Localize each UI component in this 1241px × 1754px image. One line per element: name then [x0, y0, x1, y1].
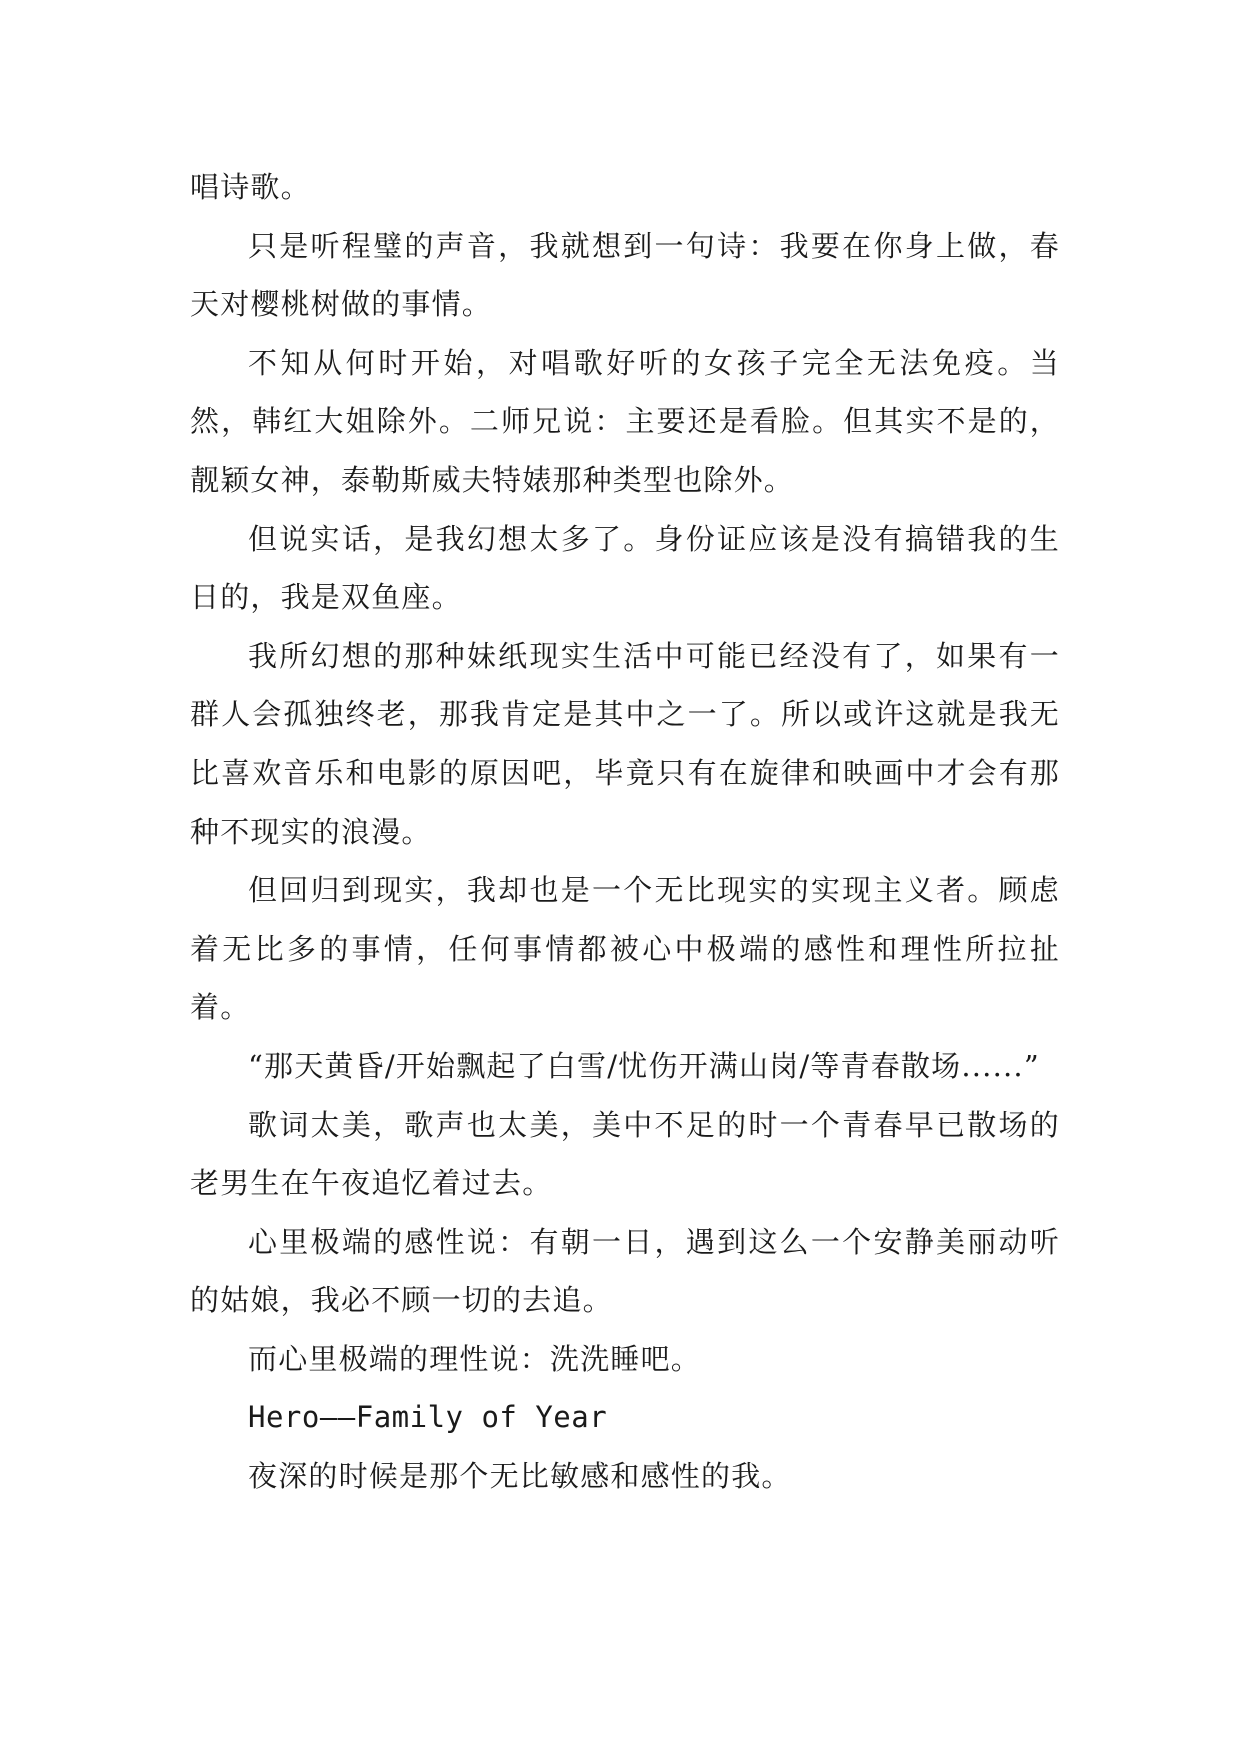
paragraph-12: 夜深的时候是那个无比敏感和感性的我。 [248, 1459, 792, 1494]
paragraph-6: 但回归到现实，我却也是一个无比现实的实现主义者。顾虑着无比多的事情，任何事情都被心中极端的感性和理性所拉扯着。 [190, 873, 1060, 1025]
paragraph-1: 唱诗歌。 [190, 170, 311, 204]
paragraph-4: 但说实话，是我幻想太多了。身份证应该是没有搞错我的生日的，我是双鱼座。 [190, 521, 1060, 615]
paragraph-2: 只是听程璧的声音，我就想到一句诗：我要在你身上做，春天对樱桃树做的事情。 [190, 228, 1060, 322]
paragraph-9: 心里极端的感性说：有朝一日，遇到这么一个安静美丽动听的姑娘，我必不顾一切的去追。 [190, 1224, 1060, 1318]
paragraph-3: 不知从何时开始，对唱歌好听的女孩子完全无法免疫。当然，韩红大姐除外。二师兄说：主要还是看脸。但其实不是的，靓颖女神，泰勒斯威夫特婊那种类型也除外。 [190, 345, 1060, 497]
paragraph-10: 而心里极端的理性说：洗洗睡吧。 [248, 1341, 702, 1376]
paragraph-7-lyrics-quote: “那天黄昏/开始飘起了白雪/忧伤开满山岗/等青春散场......” [248, 1048, 1040, 1083]
document-body [190, 158, 1060, 1506]
song-title-line: Hero——Family of Year [248, 1400, 608, 1435]
paragraph-8: 歌词太美，歌声也太美，美中不足的时一个青春早已散场的老男生在午夜追忆着过去。 [190, 1107, 1060, 1201]
paragraph-5: 我所幻想的那种妹纸现实生活中可能已经没有了，如果有一群人会孤独终老，那我肯定是其中之一了。所以或许这就是我无比喜欢音乐和电影的原因吧，毕竟只有在旋律和映画中才会有那种不现实的浪漫。 [190, 638, 1060, 849]
